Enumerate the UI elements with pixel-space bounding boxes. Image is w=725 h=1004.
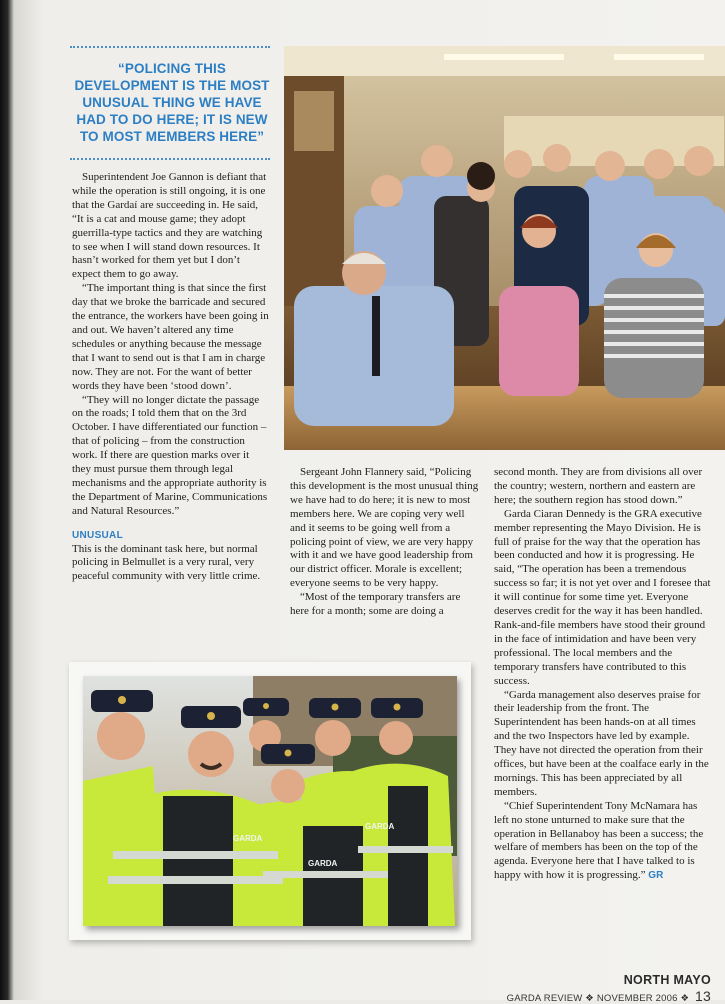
article-column-1 (72, 171, 270, 584)
section-title: NORTH MAYO (623, 973, 711, 987)
page-footer (507, 988, 711, 1004)
issue-date: NOVEMBER 2006 (596, 993, 678, 1004)
paragraph: Sergeant John Flannery said, “Policing this development is the most unusual thing we have had to do here; it is new to most members here. We are coping very well and it seems to be going well from a policing point of view, we are very happy with it and we have good leadership from our district officer. Morale is excellent; everyone seems to be very happy. (290, 466, 479, 590)
paragraph: This is the dominant task here, but normal policing in Belmullet is a very rural, very peaceful community with very little crime. (72, 542, 261, 583)
paragraph: second month. They are from divisions all over the country; western, northern and eastern are here; the southern region has stood down.” (494, 466, 703, 506)
pull-quote-rule-bottom (70, 158, 270, 160)
subheading-unusual: UNUSUAL (72, 529, 123, 541)
garda-badge-text: GARDA (233, 834, 263, 843)
paragraph: “Garda management also deserves praise for their leadership from the front. The Superintendent has been hands-on at all times and the two Inspectors have led by example. They have not directed the operation from their offices, but have been at the coalface early in the mornings. This has been appreciated by all members. (494, 688, 709, 798)
group-photo-office (284, 46, 725, 450)
author-signoff: GR (648, 870, 664, 882)
pull-quote: “POLICING THIS DEVELOPMENT IS THE MOST UNUSUAL THING WE HAVE HAD TO DO HERE; IT IS NEW TO MOST MEMBERS HERE” (74, 61, 270, 144)
magazine-spine-shadow (0, 0, 14, 1000)
gardai-hiviz-photo (83, 676, 457, 926)
paragraph: “The important thing is that since the first day that we broke the barricade and secured the entrance, the workers have been going in and out. We haven’t altered any time schedules or anything because the message that I want to send out is that I am in charge now. They are not. For the want of better words they have been ‘stood down’. (72, 282, 269, 392)
page-number: 13 (695, 988, 711, 1004)
paragraph: Superintendent Joe Gannon is defiant that while the operation is still ongoing, it is one that the Gardaí are succeeding in. He said, “It is a cat and mouse game; they adopt guerrilla-type tactics and they are watching to see when I will stand down resources. It hasn’t worked for them yet but I don’t expect them to go away. (72, 171, 267, 281)
paragraph: “Most of the temporary transfers are here for a month; some are doing a (290, 591, 461, 618)
garda-badge-text: GARDA (308, 859, 338, 868)
garda-badge-text: GARDA (365, 822, 395, 831)
article-column-2 (290, 466, 480, 619)
paragraph: Garda Ciaran Dennedy is the GRA executive member representing the Mayo Division. He is full of praise for the way that the operation has been conducted and how it is progressing. He said, “The operation has been a tremendous success so far; it is not yet over and I foresee that it will continue for some time yet. Everyone deserves credit for the way it has been handled. Rank-and-file members have stood their ground in the face of intimidation and have been very professional. The local members and the temporary transfers have contributed to this success. (494, 507, 711, 687)
separator-glyph: ❖ (585, 993, 595, 1004)
separator-glyph: ❖ (680, 993, 690, 1004)
paragraph: “They will no longer dictate the passage on the roads; I told them that on the 3rd October. I have differentiated our function – that of policing – from the construction work. If there are question marks over it they must pursue them through legal mechanisms and the appropriate authority is the Department of Marine, Communications and Natural Resources.” (72, 393, 268, 517)
paragraph (494, 800, 712, 883)
magazine-name: GARDA REVIEW (506, 993, 583, 1004)
article-column-3 (494, 466, 712, 883)
pull-quote-rule-top (70, 46, 270, 48)
paragraph-text: “Chief Superintendent Tony McNamara has left no stone unturned to make sure that the operation in Bellanaboy has been a success; the welfare of members has been on the top of the agenda. Everyone here that I have talked to is happy with how it is progressing.” (494, 799, 704, 882)
